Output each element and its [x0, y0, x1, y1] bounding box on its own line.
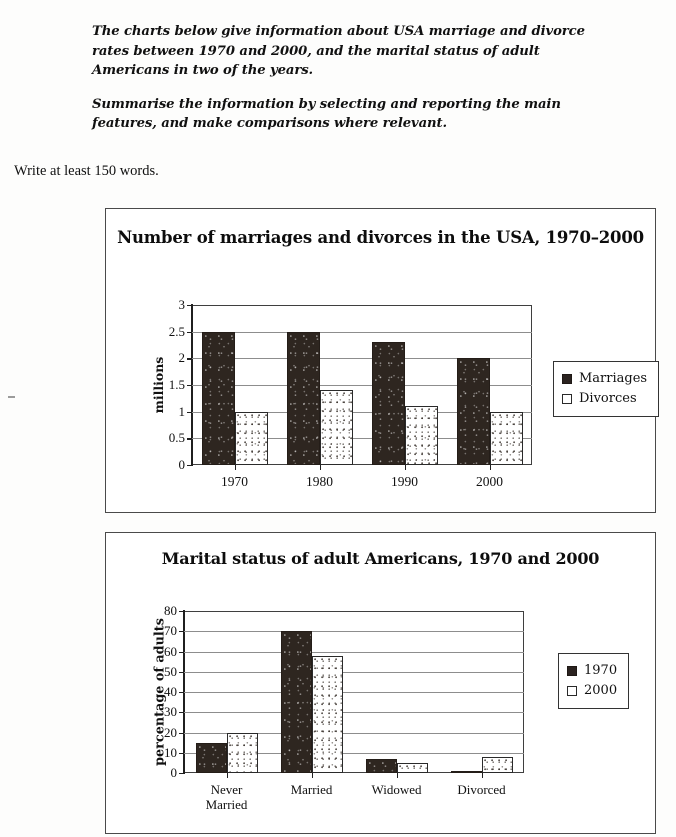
y-tick-label: 80 [164, 603, 184, 619]
bar-group [269, 611, 354, 773]
bar-group [362, 305, 447, 465]
y-tick-label: 0.5 [169, 430, 192, 446]
y-tick-label: 10 [164, 745, 184, 761]
prompt-paragraph-2: Summarise the information by selecting and reporting the main features, and make comparisons where relevant. [92, 96, 561, 132]
bar-group [354, 611, 439, 773]
bar-1970-divorced [451, 771, 482, 773]
legend-item [562, 369, 647, 389]
x-tick [362, 465, 447, 490]
x-tick [184, 773, 269, 813]
chart-2-container [105, 532, 656, 834]
y-tick-label: 40 [164, 684, 184, 700]
y-tick-label: 3 [179, 297, 193, 313]
bar-2000-divorced [482, 757, 513, 773]
chart-2-y-axis-label: percentage of adults [152, 618, 168, 766]
bar-group [277, 305, 362, 465]
y-tick-label: 30 [164, 704, 184, 720]
x-tick [447, 465, 532, 490]
bar-marriages-1990 [372, 342, 405, 465]
y-tick-label: 0 [179, 457, 193, 473]
chart-2-bar-groups [184, 611, 524, 773]
bar-divorces-2000 [490, 412, 523, 465]
x-tick [192, 465, 277, 490]
legend-label: Marriages [579, 371, 648, 386]
y-tick-label: 60 [164, 644, 184, 660]
bar-1970-married [281, 631, 312, 773]
bar-marriages-1970 [202, 332, 235, 465]
x-tick-label: 1970 [221, 474, 248, 489]
y-tick-label: 2.5 [169, 324, 192, 340]
word-count-instruction: Write at least 150 words. [14, 163, 159, 179]
y-tick-label: 2 [179, 350, 193, 366]
legend-item [567, 661, 617, 681]
x-tick-mark [312, 773, 313, 778]
legend-swatch-icon [562, 394, 572, 404]
x-tick-mark [482, 773, 483, 778]
x-tick [269, 773, 354, 813]
bar-2000-married [312, 656, 343, 773]
prompt-paragraph-1: The charts below give information about USA marriage and divorce rates between 1970 and 2000, and the marital status of adult Americans in two of the years. [92, 24, 585, 79]
x-tick [354, 773, 439, 813]
chart-1-container [105, 208, 656, 513]
x-tick-label: 1980 [306, 474, 333, 489]
x-tick-mark [490, 465, 491, 470]
legend-label: 1970 [584, 663, 618, 678]
y-tick-label: 50 [164, 664, 184, 680]
bar-1970-widowed [366, 759, 397, 773]
bar-divorces-1990 [405, 406, 438, 465]
x-tick-mark [320, 465, 321, 470]
chart-1-bar-groups [192, 305, 532, 465]
x-tick-label: Widowed [371, 782, 422, 797]
y-tick-label: 20 [164, 725, 184, 741]
legend-label: 2000 [584, 683, 618, 699]
x-tick-mark [227, 773, 228, 778]
chart-2-x-tick-labels [184, 773, 524, 813]
bar-group [447, 305, 532, 465]
chart-2-plot [152, 603, 524, 813]
legend-label: Divorces [579, 391, 637, 407]
task-prompt [92, 22, 588, 148]
x-tick [277, 465, 362, 490]
bar-group [184, 611, 269, 773]
y-tick-label: 0 [171, 765, 185, 781]
y-tick-label: 1.5 [169, 377, 192, 393]
y-tick-label: 70 [164, 623, 184, 639]
bar-group [439, 611, 524, 773]
y-tick-label: 1 [179, 404, 193, 420]
x-tick-mark [235, 465, 236, 470]
chart-1-legend [553, 361, 659, 417]
x-tick-mark [405, 465, 406, 470]
legend-swatch-icon [567, 666, 577, 676]
chart-1-y-axis-label: millions [150, 356, 166, 414]
bar-1970-never-married [196, 743, 227, 773]
x-tick-label: Divorced [457, 782, 506, 797]
x-tick-label: Married [290, 782, 333, 797]
bar-divorces-1980 [320, 390, 353, 465]
chart-1-plot [150, 297, 532, 489]
x-tick-mark [397, 773, 398, 778]
x-tick-label: Never Married [205, 782, 248, 813]
bar-2000-never-married [227, 733, 258, 774]
bar-divorces-1970 [235, 412, 268, 465]
legend-item [562, 389, 647, 409]
stray-mark [8, 396, 15, 398]
chart-2-legend [558, 653, 629, 709]
bar-group [192, 305, 277, 465]
legend-swatch-icon [567, 686, 577, 696]
chart-1-x-tick-labels [192, 465, 532, 490]
x-tick-label: 1990 [391, 474, 418, 489]
bar-marriages-2000 [457, 358, 490, 465]
legend-item [567, 681, 617, 701]
legend-swatch-icon [562, 374, 572, 384]
chart-2-title: Marital status of adult Americans, 1970 and 2000 [161, 549, 600, 568]
bar-2000-widowed [397, 763, 428, 773]
chart-1-title: Number of marriages and divorces in the USA, 1970–2000 [117, 228, 644, 247]
x-tick-label: 2000 [476, 474, 503, 489]
x-tick [439, 773, 524, 813]
bar-marriages-1980 [287, 332, 320, 465]
